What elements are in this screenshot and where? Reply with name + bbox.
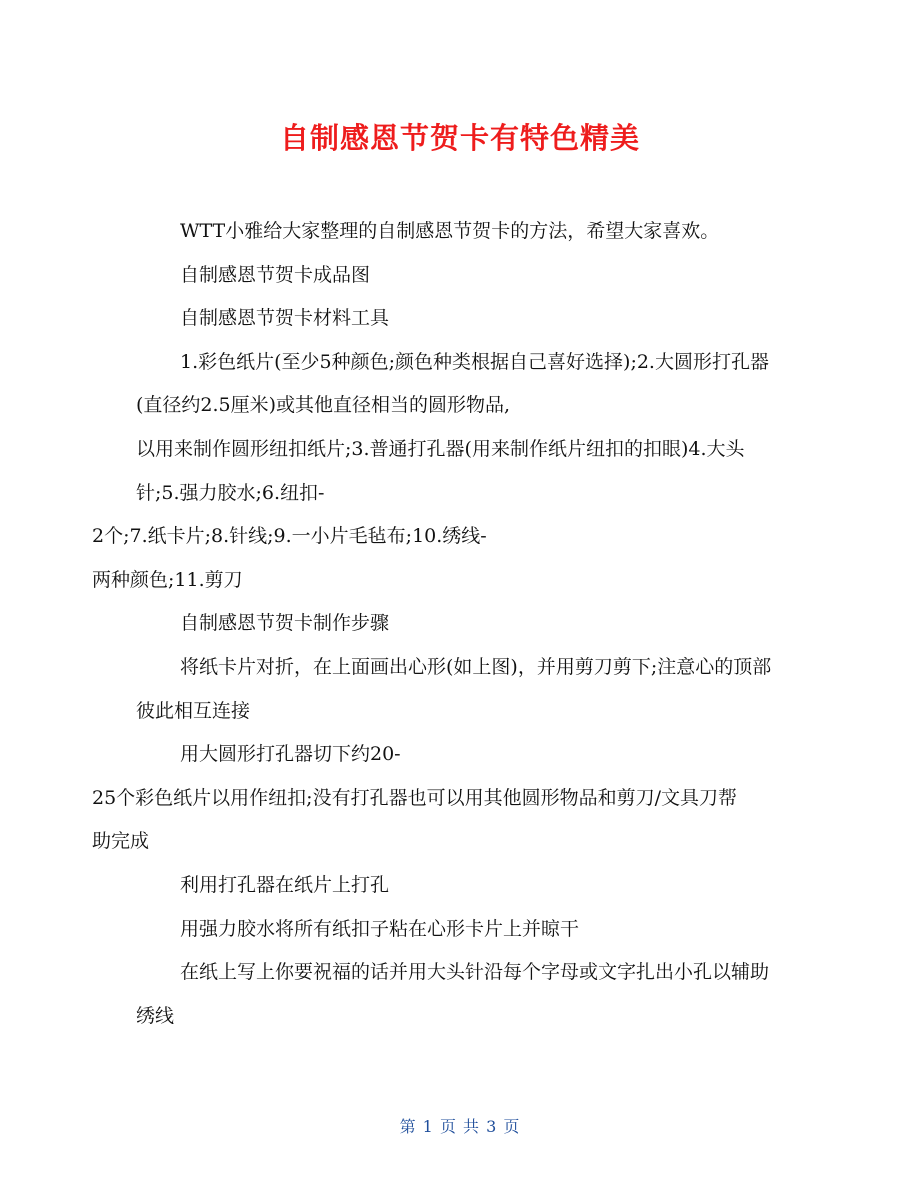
- materials-line-4: 两种颜色;11.剪刀: [92, 568, 243, 591]
- step-2-line-1: 用大圆形打孔器切下约20-: [180, 743, 401, 766]
- paragraph-step-5: 在纸上写上你要祝福的话并用大头针沿每个字母或文字扎出小孔以辅助绣线: [136, 961, 770, 1027]
- page-title: 自制感恩节贺卡有特色精美: [279, 121, 640, 155]
- page-number-footer: 第 1 页 共 3 页: [399, 1117, 521, 1136]
- step-2-line-2: 25个彩色纸片以用作纽扣;没有打孔器也可以用其他圆形物品和剪刀/文具刀帮助完成: [92, 786, 737, 853]
- paragraph-materials-heading: 自制感恩节贺卡材料工具: [180, 307, 390, 330]
- paragraph-step-4: 用强力胶水将所有纸扣子粘在心形卡片上并晾干: [180, 917, 580, 940]
- paragraph-steps-heading: 自制感恩节贺卡制作步骤: [180, 612, 390, 635]
- materials-line-1: 1.彩色纸片(至少5种颜色;颜色种类根据自己喜好选择);2.大圆形打孔器(直径约2.5厘米)或其他直径相当的圆形物品,: [136, 350, 769, 417]
- paragraph-step-3: 利用打孔器在纸片上打孔: [180, 873, 390, 896]
- paragraph-step-1: 将纸卡片对折，在上面画出心形(如上图)，并用剪刀剪下;注意心的顶部彼此相互连接: [136, 655, 772, 722]
- paragraph-materials-list: [92, 341, 786, 603]
- paragraph-intro: WTT小雅给大家整理的自制感恩节贺卡的方法，希望大家喜欢。: [180, 220, 720, 242]
- materials-line-2: 以用来制作圆形纽扣纸片;3.普通打孔器(用来制作纸片纽扣的扣眼)4.大头针;5.强力胶水;6.纽扣-: [136, 437, 745, 504]
- paragraph-finished-image-heading: 自制感恩节贺卡成品图: [180, 263, 371, 286]
- materials-line-3: 2个;7.纸卡片;8.针线;9.一小片毛毡布;10.绣线-: [92, 525, 487, 548]
- paragraph-step-2: [92, 733, 786, 864]
- document-body: [92, 210, 786, 1038]
